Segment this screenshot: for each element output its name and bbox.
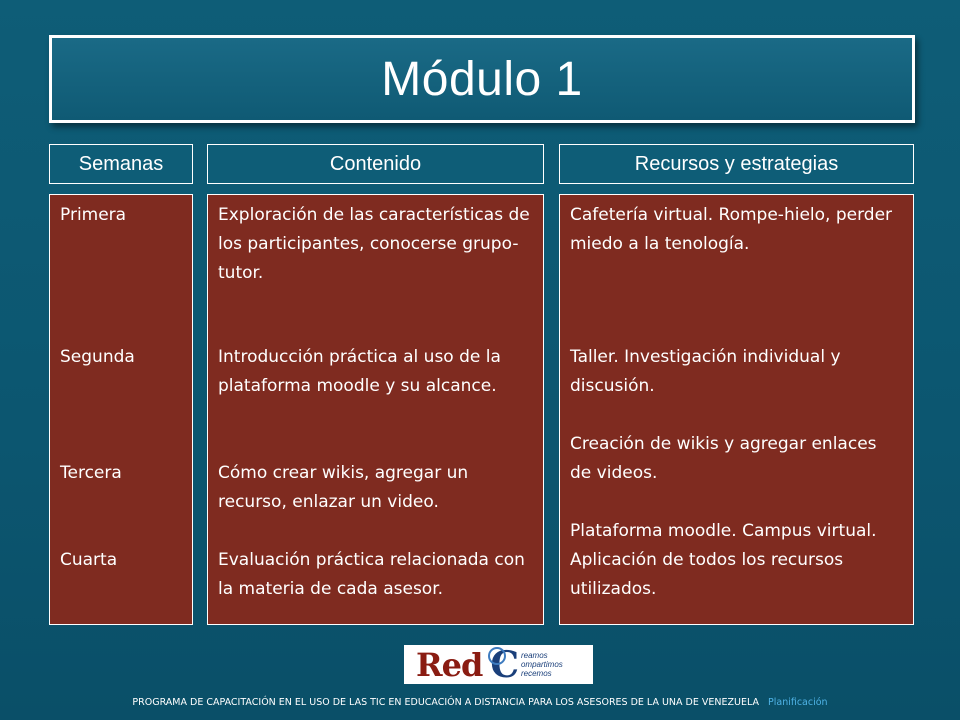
header-weeks: Semanas	[49, 144, 193, 184]
title-box	[49, 35, 915, 123]
logo-red-text: Red	[416, 645, 483, 684]
week-label: Tercera	[60, 463, 122, 483]
content-text: Exploración de las características de los participantes, conocerse grupo-tutor.	[218, 205, 530, 283]
page-title: Módulo 1	[381, 52, 583, 106]
logo-word: reamos	[520, 651, 548, 660]
resource-text: Creación de wikis y agregar enlaces de videos.	[570, 434, 877, 483]
redc-logo	[404, 645, 593, 684]
logo-words	[521, 651, 563, 678]
logo-c-text: C	[490, 645, 519, 684]
header-content: Contenido	[207, 144, 544, 184]
content-text: Introducción práctica al uso de la plataforma moodle y su alcance.	[218, 347, 501, 396]
logo-word: recemos	[520, 669, 552, 678]
week-label: Cuarta	[60, 550, 118, 570]
logo-swirl-icon	[488, 647, 506, 665]
resource-text: Plataforma moodle. Campus virtual. Aplicación de todos los recursos utilizados.	[570, 521, 877, 599]
resource-text: Taller. Investigación individual y discusión.	[570, 347, 841, 396]
logo-word: ompartimos	[520, 660, 563, 669]
week-label: Primera	[60, 205, 127, 225]
header-resources: Recursos y estrategias	[559, 144, 914, 184]
content-text: Cómo crear wikis, agregar un recurso, enlazar un video.	[218, 463, 469, 512]
week-label: Segunda	[60, 347, 135, 367]
resource-text: Cafetería virtual. Rompe-hielo, perder miedo a la tenología.	[570, 205, 893, 254]
content-text: Evaluación práctica relacionada con la materia de cada asesor.	[218, 550, 525, 599]
footer-text: PROGRAMA DE CAPACITACIÓN EN EL USO DE LAS TIC EN EDUCACIÓN A DISTANCIA PARA LOS ASESORES DE LA UNA DE VENEZUELA	[132, 697, 759, 708]
footer	[0, 697, 960, 708]
footer-link[interactable]: Planificación	[768, 697, 828, 708]
